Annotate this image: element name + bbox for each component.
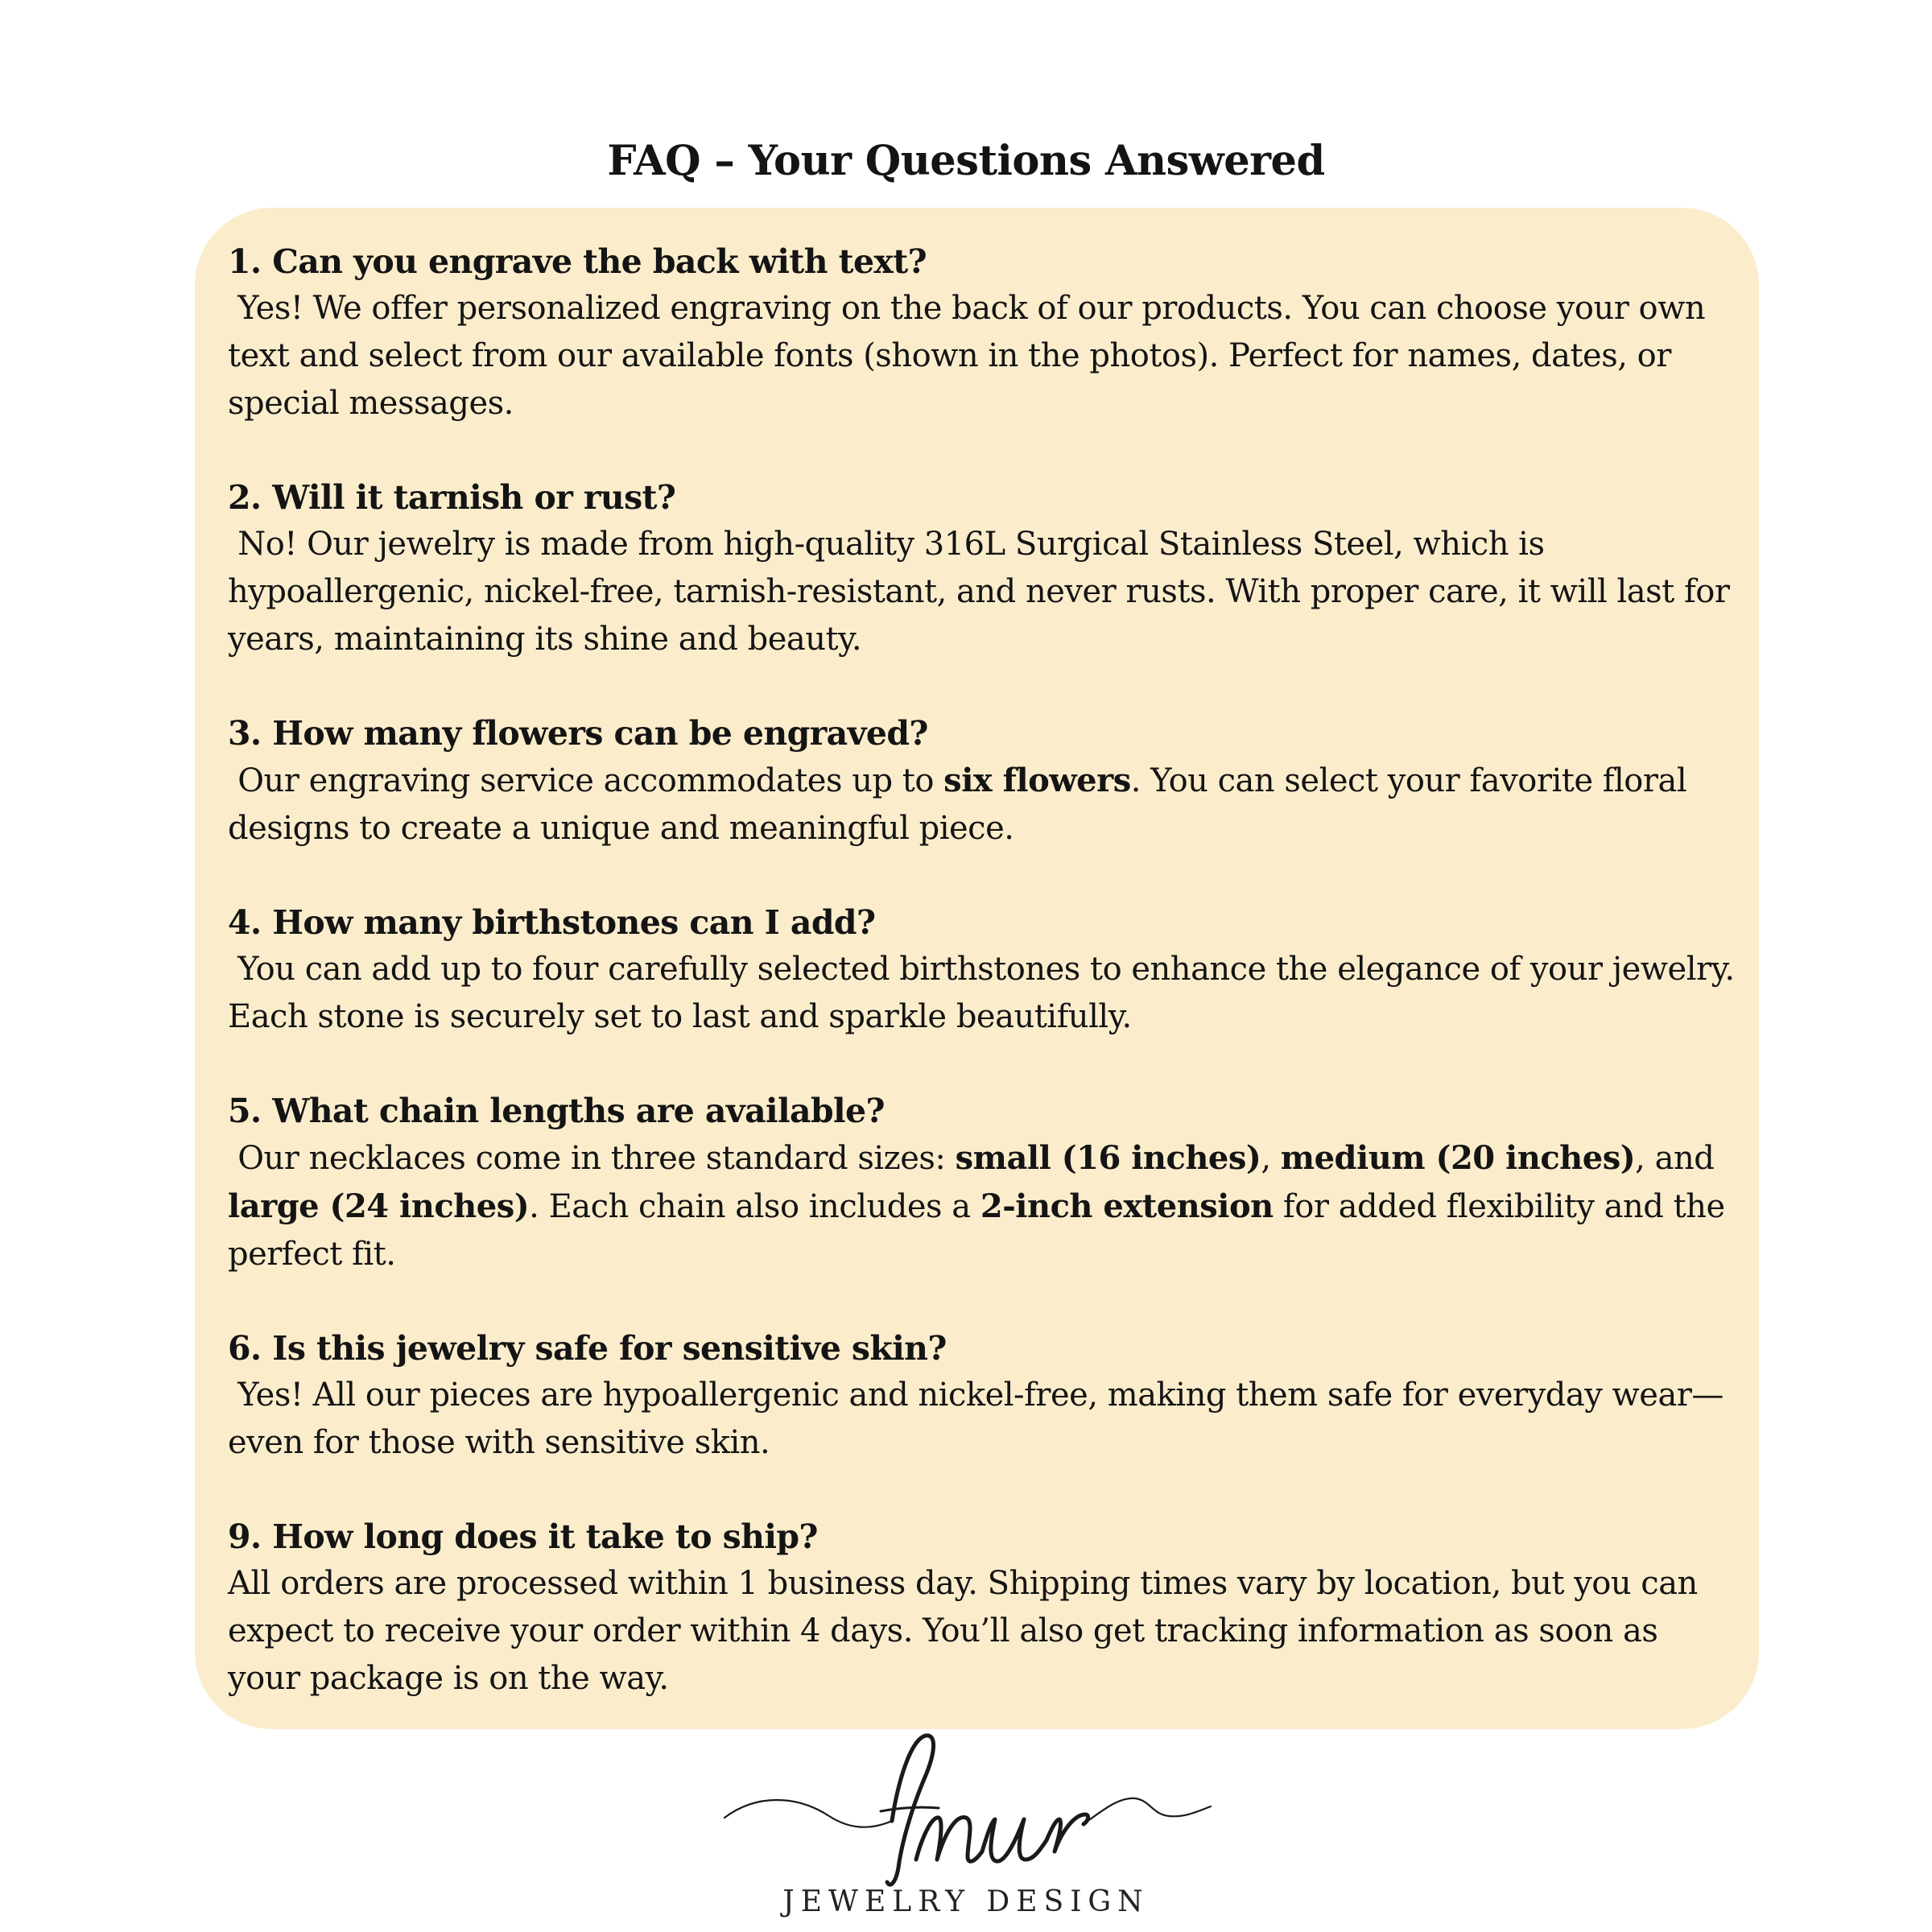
faq-answer bbox=[228, 285, 1735, 427]
faq-question: 4. How many birthstones can I add? bbox=[228, 903, 876, 942]
faq-question: 1. Can you engrave the back with text? bbox=[228, 242, 927, 281]
faq-item bbox=[228, 1325, 1735, 1467]
faq-answer-text: All orders are processed within 1 business day. Shipping times vary by location, but you can expect to receive your order within 4 days. You’ll also get tracking information as soon as your package is on the way. bbox=[228, 1565, 1708, 1697]
faq-answer-text: . You can select your favorite floral designs to create a unique and meaningful piece. bbox=[228, 762, 1697, 847]
page-title: FAQ – Your Questions Answered bbox=[607, 137, 1325, 185]
faq-answer-text: , bbox=[1261, 1140, 1281, 1177]
faq-question: 5. What chain lengths are available? bbox=[228, 1092, 885, 1130]
faq-answer-text: No! Our jewelry is made from high-quality 316L Surgical Stainless Steel, which is hypoallergenic, nickel-free, tarnish-resistant, and never rusts. With proper care, it will last for years, maintaining its shine and beauty. bbox=[228, 526, 1740, 658]
faq-answer-emphasis: small (16 inches) bbox=[955, 1139, 1261, 1177]
faq-answer-emphasis: medium (20 inches) bbox=[1280, 1139, 1636, 1177]
faq-answer bbox=[228, 946, 1744, 1041]
faq-answer-emphasis: six flowers bbox=[943, 762, 1131, 799]
faq-answer bbox=[228, 1134, 1735, 1278]
faq-question: 9. How long does it take to ship? bbox=[228, 1517, 818, 1556]
faq-answer-text: for added flexibility and the perfect fit. bbox=[228, 1188, 1735, 1273]
faq-question: 3. How many flowers can be engraved? bbox=[228, 714, 928, 753]
faq-answer-emphasis: 2-inch extension bbox=[980, 1187, 1274, 1225]
faq-answer-text: You can add up to four carefully selected birthstones to enhance the elegance of your jewelry. Each stone is securely set to last and sparkle beautifully. bbox=[228, 951, 1744, 1035]
faq-answer-emphasis: large (24 inches) bbox=[228, 1187, 530, 1225]
faq-answer bbox=[228, 1372, 1735, 1467]
faq-answer-text: Our engraving service accommodates up to bbox=[228, 762, 944, 799]
faq-item bbox=[228, 1513, 1735, 1703]
faq-answer bbox=[228, 757, 1735, 852]
faq-answer-text: Yes! All our pieces are hypoallergenic and nickel-free, making them safe for everyday wear—even for those with sensitive skin. bbox=[228, 1377, 1724, 1461]
faq-answer bbox=[228, 521, 1740, 663]
brand-logo bbox=[708, 1731, 1224, 1924]
faq-answer-text: . Each chain also includes a bbox=[529, 1188, 980, 1225]
fnur-script-logo-icon bbox=[708, 1731, 1224, 1892]
faq-question: 6. Is this jewelry safe for sensitive skin? bbox=[228, 1329, 947, 1368]
faq-item bbox=[228, 474, 1740, 663]
faq-item bbox=[228, 1088, 1735, 1278]
brand-tagline: JEWELRY DESIGN bbox=[782, 1885, 1150, 1918]
faq-card bbox=[195, 208, 1759, 1729]
faq-item bbox=[228, 710, 1735, 852]
faq-item bbox=[228, 238, 1735, 427]
faq-answer-text: Our necklaces come in three standard sizes: bbox=[228, 1140, 956, 1177]
faq-answer-text: Yes! We offer personalized engraving on the back of our products. You can choose your own text and select from our available fonts (shown in the photos). Perfect for names, dates, or special messages. bbox=[228, 290, 1715, 422]
faq-answer bbox=[228, 1560, 1735, 1703]
faq-item bbox=[228, 899, 1744, 1041]
faq-answer-text: , and bbox=[1635, 1140, 1724, 1177]
faq-question: 2. Will it tarnish or rust? bbox=[228, 478, 676, 517]
